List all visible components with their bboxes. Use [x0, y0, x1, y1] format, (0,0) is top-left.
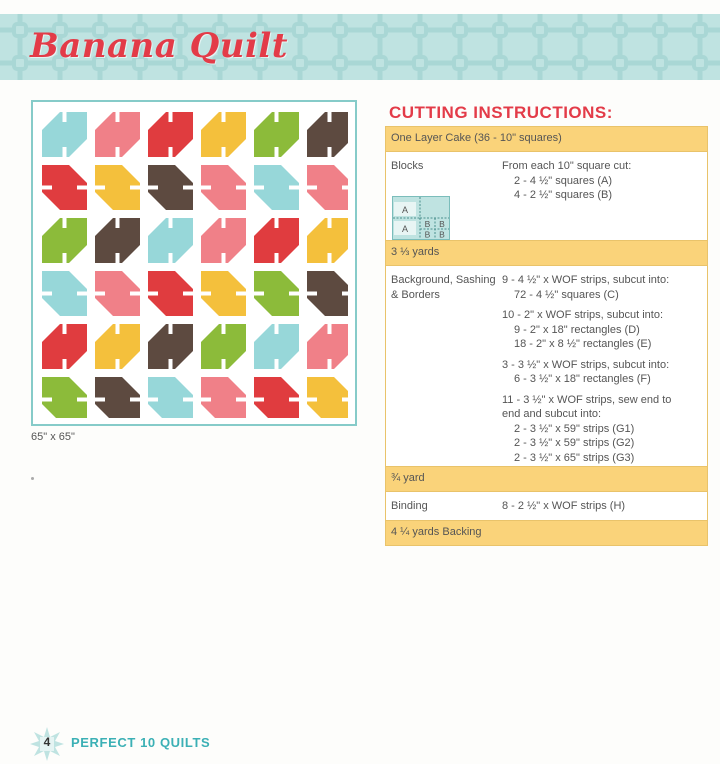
- row-label-background: Background, Sashing & Borders: [391, 274, 496, 301]
- row-background: [386, 265, 707, 467]
- quilt-block: [148, 112, 193, 157]
- quilt-block: [254, 271, 299, 316]
- cut-line: 2 - 3 ½" x 65" strips (G3): [514, 451, 635, 464]
- quilt-image: [31, 100, 357, 426]
- diagram-label-b: B: [424, 219, 431, 229]
- cut-line: 11 - 3 ½" x WOF strips, sew end to: [502, 393, 672, 406]
- row-blocks: [386, 151, 707, 241]
- quilt-block: [254, 112, 299, 157]
- cut-line: From each 10" square cut:: [502, 160, 632, 172]
- row-content-blocks: [502, 159, 631, 203]
- page-number: 4: [43, 735, 51, 749]
- section-header-binding: ¾ yard: [386, 467, 707, 491]
- quilt-block: [307, 324, 348, 369]
- quilt-block: [148, 218, 193, 263]
- layer-cake-cut-diagram: [392, 196, 450, 240]
- quilt-block: [148, 165, 193, 210]
- quilt-block: [307, 271, 348, 316]
- quilt-block: [42, 377, 87, 418]
- quilt-block: [148, 271, 193, 316]
- quilt-block: [95, 377, 140, 418]
- quilt-block: [148, 377, 193, 418]
- diagram-label-b: B: [439, 219, 445, 229]
- quilt-block: [201, 377, 246, 418]
- section-header-layer-cake: One Layer Cake (36 - 10" squares): [386, 127, 707, 151]
- section-header-backing: 4 ¼ yards Backing: [386, 521, 707, 545]
- quilt-size-caption: 65" x 65": [31, 431, 75, 443]
- quilt-block: [95, 324, 140, 369]
- row-binding: [386, 491, 707, 521]
- section-header-background: 3 ⅓ yards: [386, 241, 707, 265]
- diagram-label-b: B: [439, 229, 445, 240]
- diagram-label-a: A: [401, 224, 409, 234]
- row-content-binding: 8 - 2 ½" x WOF strips (H): [502, 500, 626, 512]
- quilt-block: [307, 165, 348, 210]
- page-title: Banana Quilt: [30, 26, 288, 66]
- cut-line: end and subcut into:: [502, 408, 602, 420]
- quilt-block: [201, 165, 246, 210]
- cut-line: 72 - 4 ½" squares (C): [514, 288, 619, 301]
- row-label-binding: Binding: [391, 500, 428, 512]
- cut-line: 4 - 2 ½" squares (B): [514, 189, 613, 201]
- quilt-block: [95, 271, 140, 316]
- cut-line: 6 - 3 ½" x 18" rectangles (F): [514, 373, 651, 385]
- cutting-table: [385, 126, 708, 546]
- cut-line: 2 - 3 ½" x 59" strips (G1): [514, 422, 635, 435]
- quilt-block: [307, 218, 348, 263]
- quilt-block: [42, 271, 87, 316]
- cutting-heading: CUTTING INSTRUCTIONS:: [389, 103, 613, 122]
- cut-line: 3 - 3 ½" x WOF strips, subcut into:: [502, 358, 670, 371]
- cut-line: 2 - 4 ½" squares (A): [514, 174, 613, 187]
- quilt-block: [42, 218, 87, 263]
- quilt-block: [95, 112, 140, 157]
- row-content-background: [502, 273, 671, 465]
- quilt-block: [42, 324, 87, 369]
- quilt-block: [201, 324, 246, 369]
- quilt-block: [201, 271, 246, 316]
- cut-line: 9 - 4 ½" x WOF strips, subcut into:: [502, 274, 670, 286]
- cut-line: 2 - 3 ½" x 59" strips (G2): [514, 437, 635, 449]
- quilt-block: [254, 377, 299, 418]
- quilt-block: [201, 112, 246, 157]
- quilt-block: [42, 165, 87, 210]
- cut-line: 18 - 2" x 8 ½" rectangles (E): [514, 338, 652, 350]
- quilt-block: [307, 112, 348, 157]
- quilt-block: [95, 165, 140, 210]
- quilt-block: [307, 377, 348, 418]
- quilt-block: [254, 218, 299, 263]
- quilt-grid: [42, 112, 348, 418]
- quilt-block: [42, 112, 87, 157]
- quilt-block: [148, 324, 193, 369]
- diagram-label-a: A: [401, 205, 409, 215]
- quilt-block: [95, 218, 140, 263]
- book-title: PERFECT 10 QUILTS: [71, 735, 211, 750]
- quilt-block: [201, 218, 246, 263]
- quilt-block: [254, 324, 299, 369]
- stray-dot: [31, 477, 34, 480]
- row-label-blocks: Blocks: [391, 160, 424, 172]
- diagram-label-b: B: [424, 229, 431, 240]
- cut-line: 10 - 2" x WOF strips, subcut into:: [502, 309, 664, 321]
- quilt-block: [254, 165, 299, 210]
- cut-line: 9 - 2" x 18" rectangles (D): [514, 323, 640, 336]
